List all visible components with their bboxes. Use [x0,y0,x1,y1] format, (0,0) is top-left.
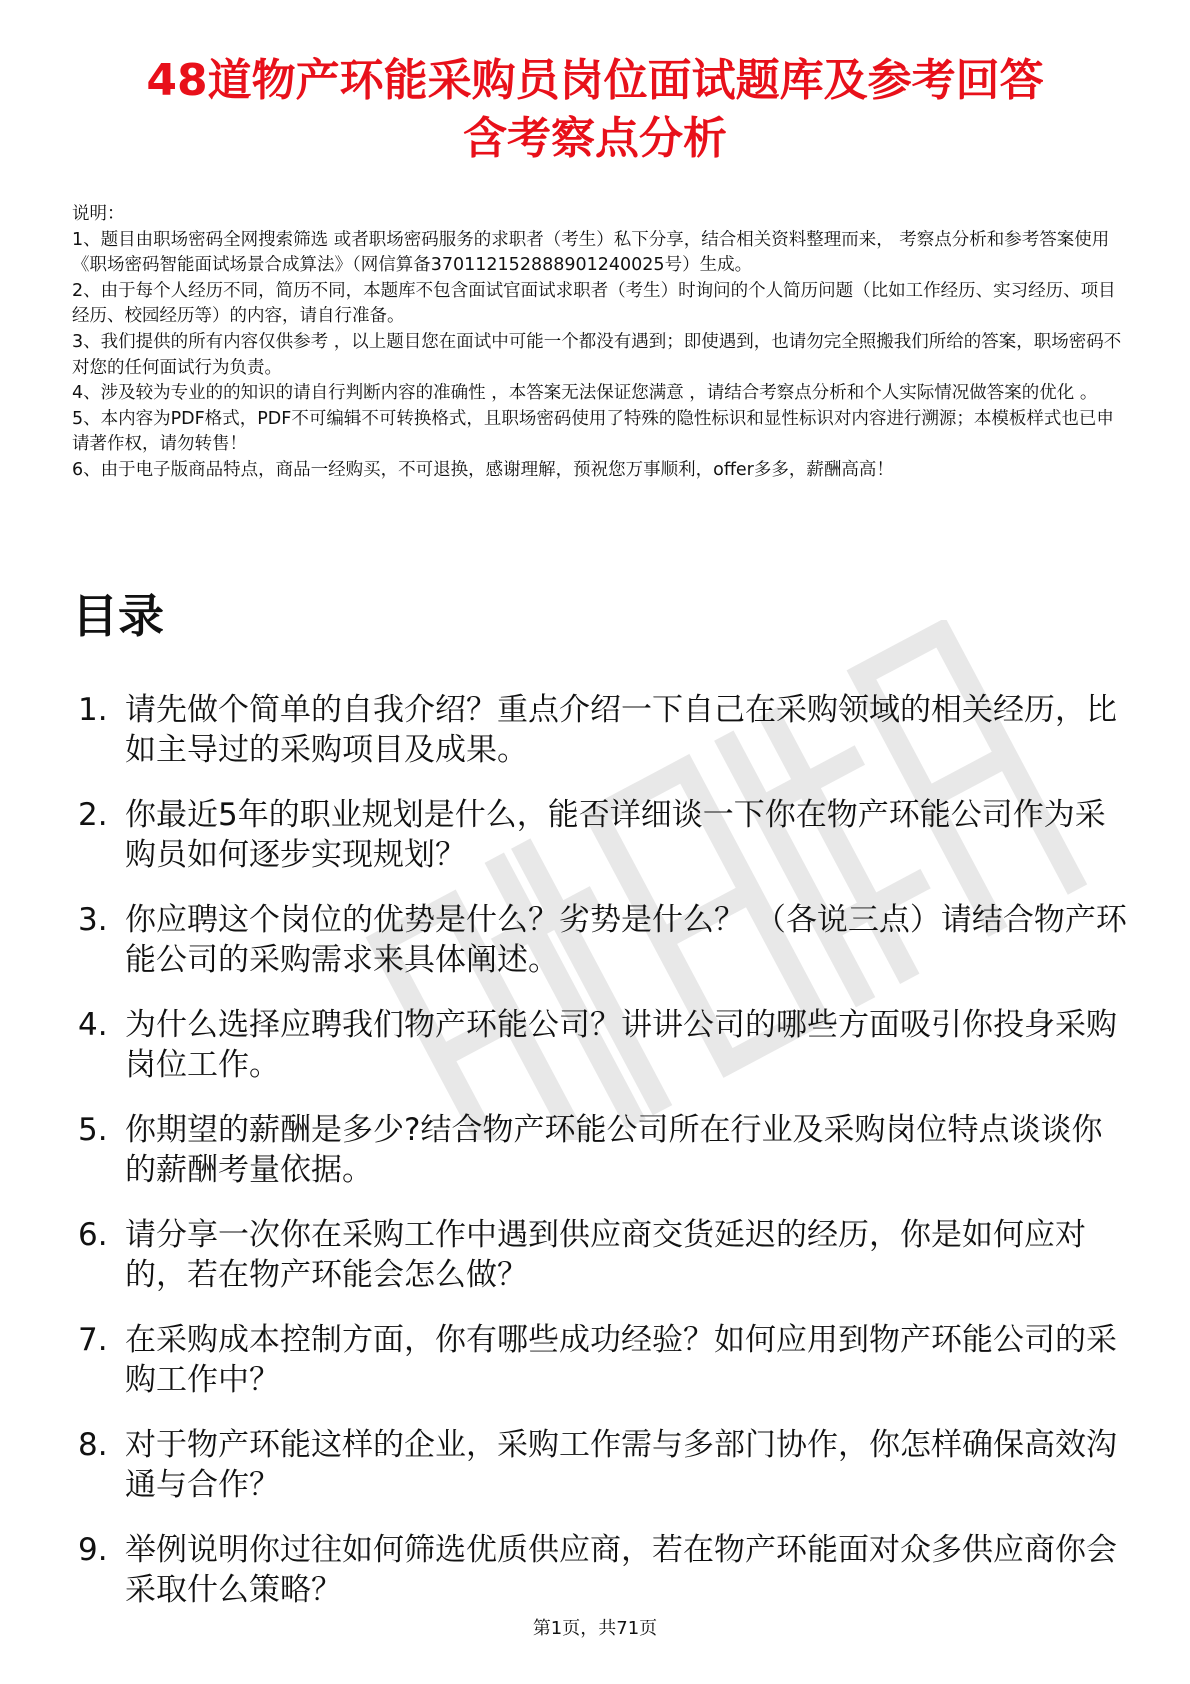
toc-item[interactable] [72,900,1132,1005]
toc-item-number: 4. [78,1007,108,1043]
toc-item-text: 请先做个简单的自我介绍？重点介绍一下自己在采购领域的相关经历，比如主导过的采购项目及成果。 [125,692,1117,768]
toc-item-number: 7. [78,1322,108,1358]
notes-section [72,202,1122,484]
note-item-1: 1、题目由职场密码全网搜索筛选 或者职场密码服务的求职者（考生）私下分享，结合相关资料整理而来， 考察点分析和参考答案使用《职场密码智能面试场景合成算法》（网信算备370112152888901240025号）生成。 [72,229,1110,276]
toc-item-number: 9. [78,1532,108,1568]
note-item-2: 2、由于每个人经历不同，简历不同，本题库不包含面试官面试求职者（考生）时询问的个人简历问题（比如工作经历、实习经历、项目经历、校园经历等）的内容，请自行准备。 [72,280,1116,327]
toc-list [72,690,1132,1635]
toc-item[interactable] [72,1425,1132,1530]
toc-item-text: 为什么选择应聘我们物产环能公司？讲讲公司的哪些方面吸引你投身采购岗位工作。 [125,1007,1117,1083]
document-title [60,52,1130,168]
toc-item-number: 1. [78,692,108,728]
toc-item-text: 举例说明你过往如何筛选优质供应商，若在物产环能面对众多供应商你会采取什么策略？ [125,1532,1117,1608]
toc-item[interactable] [72,1215,1132,1320]
note-item-4: 4、涉及较为专业的的知识的请自行判断内容的准确性 ，本答案无法保证您满意 ，请结合考察点分析和个人实际情况做答案的优化 。 [72,383,1098,404]
title-line-2: 含考察点分析 [463,113,727,164]
title-line-1: 48道物产环能采购员岗位面试题库及参考回答 [146,55,1044,106]
toc-item-number: 2. [78,797,108,833]
toc-heading: 目录 [72,589,164,643]
toc-item-text: 在采购成本控制方面，你有哪些成功经验？如何应用到物产环能公司的采购工作中？ [125,1322,1117,1398]
toc-item-text: 请分享一次你在采购工作中遇到供应商交货延迟的经历，你是如何应对的，若在物产环能会怎么做？ [125,1217,1086,1293]
toc-item-text: 对于物产环能这样的企业，采购工作需与多部门协作，你怎样确保高效沟通与合作？ [125,1427,1117,1503]
toc-item-number: 5. [78,1112,108,1148]
toc-item[interactable] [72,1110,1132,1215]
notes-label: 说明： [72,204,125,224]
toc-item[interactable] [72,1005,1132,1110]
toc-item-text: 你应聘这个岗位的优势是什么？劣势是什么？ （各说三点）请结合物产环能公司的采购需求来具体阐述。 [125,902,1127,978]
note-item-6: 6、由于电子版商品特点，商品一经购买，不可退换，感谢理解，预祝您万事顺利，offer多多，薪酬高高！ [72,459,894,480]
toc-item[interactable] [72,1320,1132,1425]
note-item-5: 5、本内容为PDF格式，PDF不可编辑不可转换格式，且职场密码使用了特殊的隐性标识和显性标识对内容进行溯源；本模板样式也已申请著作权，请勿转售！ [72,408,1114,455]
toc-item[interactable] [72,690,1132,795]
toc-item-number: 8. [78,1427,108,1463]
toc-item-text: 你最近5年的职业规划是什么，能否详细谈一下你在物产环能公司作为采购员如何逐步实现规划？ [125,797,1106,873]
toc-item-number: 6. [78,1217,108,1253]
page-footer: 第1页，共71页 [532,1618,658,1639]
note-item-3: 3、我们提供的所有内容仅供参考 ，以上题目您在面试中可能一个都没有遇到；即使遇到，也请勿完全照搬我们所给的答案，职场密码不对您的任何面试行为负责。 [72,331,1122,378]
toc-item[interactable] [72,795,1132,900]
toc-item-number: 3. [78,902,108,938]
toc-item-text: 你期望的薪酬是多少?结合物产环能公司所在行业及采购岗位特点谈谈你的薪酬考量依据。 [125,1112,1103,1188]
